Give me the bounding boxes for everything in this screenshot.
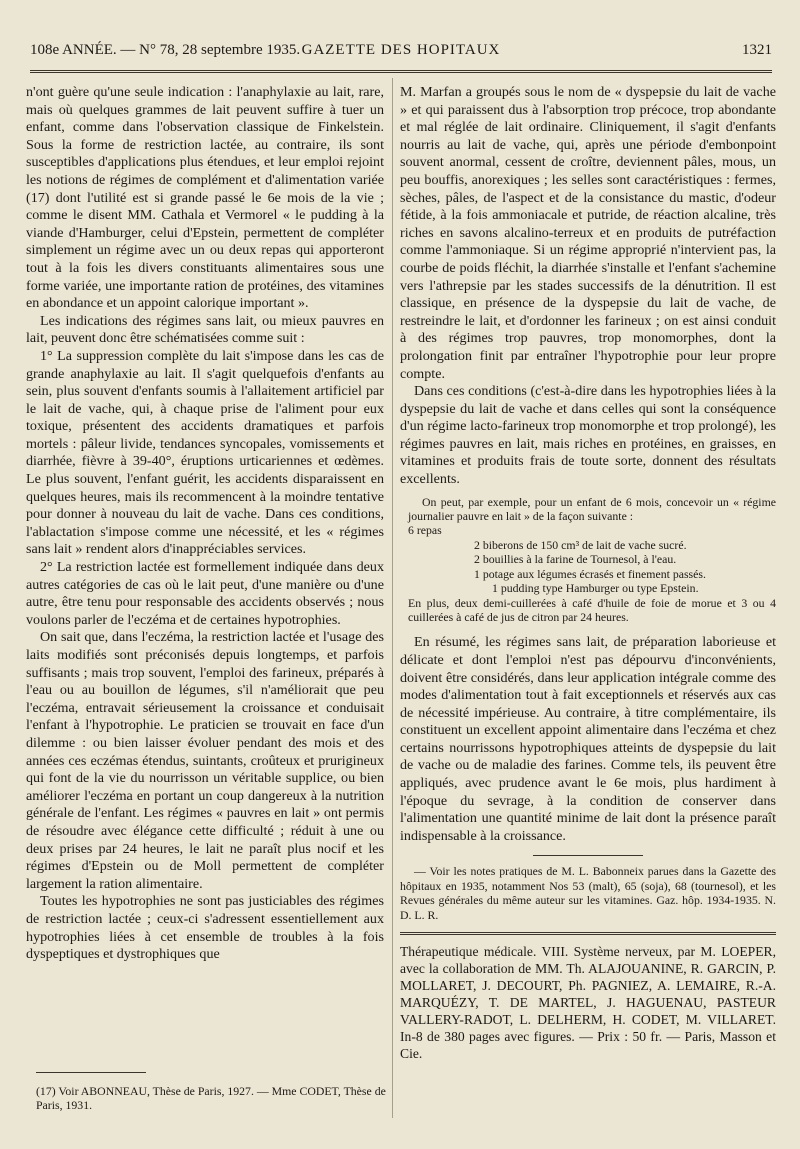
paragraph: En résumé, les régimes sans lait, de préparation laborieuse et délicate et dont l'emploi n'est pas dépourvu d'inconvénients, doivent être considérés, dans leur application intégrale comme des modes d'alimentation tout à fait exceptionnels et réservés aux cas de nécessité impérieuse. Au contraire, à titre complémentaire, ils constituent un excellent appoint alimentaire dans l'eczéma et chez certains nourrissons hypotrophiques atteints de dyspepsie du lait de vache ou de maladie des farines. Comme tels, ils peuvent être appliqués, avec prudence avant le 6e mois, plus hardiment à l'époque du sevrage, à la condition de conserver dans l'alimentation une quantité minime de lait dont la présence paraît indispensable à la croissance.	[400, 634, 776, 844]
section-rule	[400, 932, 776, 935]
paragraph: n'ont guère qu'une seule indication : l'anaphylaxie au lait, rare, mais où quelques grammes de lait peuvent suffire à tuer un enfant, comme dans l'observation classique de Finkelstein. Sous la forme de restriction lactée, au contraire, ils sont susceptibles d'applications plus étendues, et leur emploi rejoint les notions de régimes de complément et d'alimentation variée (17) dont l'utilité est si grande passé le 6e mois de la vie ; comme le disent MM. Cathala et Vermorel « le pudding à la viande d'Hamburger, celui d'Epstein, permettent de compléter simplement un régime avec un ou deux repas qui apporteront tout à la fois les divers constituants alimentaires sous une forme variée, une importante ration de protéines, des vitamines en abondance et un appoint calorique important ».	[26, 84, 384, 312]
diet-intro: On peut, par exemple, pour un enfant de 6 mois, concevoir un « régime journalier pauvre en lait » de la façon suivante :	[408, 494, 776, 524]
column-divider	[392, 78, 393, 1118]
editor-note: — Voir les notes pratiques de M. L. Babonneix parues dans la Gazette des hôpitaux en 1935, notamment Nos 53 (malt), 65 (soja), 68 (tournesol), et les Revues générales du même auteur sur les vitamines. Gaz. hôp. 1934-1935. N. D. L. R.	[400, 864, 776, 922]
paragraph: Toutes les hypotrophies ne sont pas justiciables des régimes de restriction lactée ; ceux-ci s'adressent essentiellement aux hypotrophies liées à cet ensemble de troubles à la fois dyspeptiques et dystrophiques que	[26, 893, 384, 963]
diet-note: En plus, deux demi-cuillerées à café d'huile de foie de morue et 3 ou 4 cuillerées à café de jus de citron par 24 heures.	[408, 595, 776, 624]
page-number: 1321	[742, 42, 772, 58]
paragraph: M. Marfan a groupés sous le nom de « dyspepsie du lait de vache » et qui paraissent dus à l'absorption trop précoce, trop abondante et mal réglée de lait ordinaire. Cliniquement, il s'agit d'enfants nourris au lait de vache, qui, après une période d'embonpoint souvent anormal, cessent de croître, deviennent pâles, mous, un peu bouffis, anorexiques ; les selles sont caractéristiques : fermes, sèches, pâles, de l'aspect et de la consistance du mastic, d'odeur fétide, à la fois ammoniacale et putride, de réaction alcaline, très riches en savons alcalino-terreux et en produits de putréfaction comme l'ammoniaque. Si un régime approprié n'intervient pas, la courbe de poids fléchit, la diarrhée s'installe et l'enfant s'achemine vers l'athrepsie par les stades successifs de la dénutrition. Il est classique, en présence de la dyspepsie du lait de vache, de restreindre le lait, et d'ordonner les farineux ; on est ainsi conduit à des régimes trop pauvres, trop monomorphes, dont la prolongation finit par entraîner l'hypotrophie pour leur propre compte.	[400, 84, 776, 382]
paragraph: 2° La restriction lactée est formellement indiquée dans deux autres catégories de cas où le lait peut, d'une manière ou d'une autre, être tenu pour responsable des accidents observés ; nous voulons parler de l'eczéma et de certaines hypotrophies.	[26, 559, 384, 628]
issue-info: 108e ANNÉE. — N° 78, 28 septembre 1935.	[30, 42, 301, 58]
diet-meal-count: 6 repas	[408, 523, 442, 538]
journal-title: GAZETTE DES HOPITAUX	[301, 42, 501, 58]
bibliography-entry: Thérapeutique médicale. VIII. Système nerveux, par M. LOEPER, avec la collaboration de MM. Th. ALAJOUANINE, R. GARCIN, P. MOLLARET, J. DECOURT, Ph. PAGNIEZ, A. LEMAIRE, R.-A. MARQUÉZY, T. DE MARTEL, J. HAGUENAU, PASTEUR VALLERY-RADOT, L. DELHERM, H. CODET, M. VILLARET. In-8 de 380 pages avec figures. — Prix : 50 fr. — Paris, Masson et Cie.	[400, 944, 776, 1062]
section-separator	[533, 855, 643, 856]
paragraph: Dans ces conditions (c'est-à-dire dans les hypotrophies liées à la dyspepsie du lait de vache et dans celles qui sont la conséquence d'un régime lacto-farineux trop monomorphe et trop prolongé), les régimes pauvres en lait, mais riches en protéines, en graisses, en vitamines et produits frais de toute sorte, donnent des résultats excellents.	[400, 383, 776, 488]
diet-item: 2 biberons de 150 cm³ de lait de vache sucré.	[474, 537, 687, 552]
header-rule	[30, 70, 772, 73]
footnote-separator	[36, 1072, 146, 1073]
footnote: (17) Voir ABONNEAU, Thèse de Paris, 1927. — Mme CODET, Thèse de Paris, 1931.	[36, 1084, 386, 1113]
diet-example	[400, 495, 776, 625]
right-column	[400, 84, 776, 1124]
left-column	[26, 84, 384, 1096]
paragraph: Les indications des régimes sans lait, ou mieux pauvres en lait, peuvent donc être schématisées comme suit :	[26, 312, 384, 347]
paragraph: 1° La suppression complète du lait s'impose dans les cas de grande anaphylaxie au lait. Il s'agit quelquefois d'enfants au sein, plus souvent d'enfants soumis à l'allaitement artificiel par le lait de vache, qui, à chaque prise de l'aliment pour eux toxique, présentent des accidents dramatiques et parfois mortels : pâleur livide, tendances syncopales, vomissements et diarrhée, fièvre à 39-40°, éruptions urticariennes et œdèmes. Le plus souvent, l'enfant guérit, les accidents disparaissent en quelques heures, mais ils recommencent à la moindre tentative pour donner à nouveau du lait de vache. Dans ces conditions, l'ablactation s'impose comme une nécessité, et les « régimes sans lait » rendent alors d'inappréciables services.	[26, 347, 384, 558]
diet-item: 1 pudding type Hamburger ou type Epstein.	[492, 581, 699, 596]
diet-item: 1 potage aux légumes écrasés et finement passés.	[474, 566, 706, 581]
paragraph: On sait que, dans l'eczéma, la restriction lactée et l'usage des laits modifiés sont préconisés depuis longtemps, et parfois suffisants ; mais trop souvent, l'emploi des farineux, préparés à l'eau ou au bouillon de légumes, s'il n'améliorait que peu l'eczéma, entravait sérieusement la croissance et conduisait l'enfant à l'hypotrophie. Le praticien se trouvait en face d'un dilemme : ou bien laisser évoluer pendant des mois et des années ces eczémas étendus, suintants, croûteux et prurigineux qui font de la vie du nourrisson un véritable supplice, ou bien améliorer l'eczéma en portant un coup dangereux à la nutrition générale de l'enfant. Les régimes « pauvres en lait » ont permis de résoudre avec élégance cette difficulté ; réduit à une ou deux prises par 24 heures, le lait ne paraît plus nocif et les régimes d'Epstein ou de Moll permettent de compléter largement la ration alimentaire.	[26, 629, 384, 892]
page-header	[30, 42, 772, 64]
diet-item: 2 bouillies à la farine de Tournesol, à l'eau.	[474, 552, 677, 567]
